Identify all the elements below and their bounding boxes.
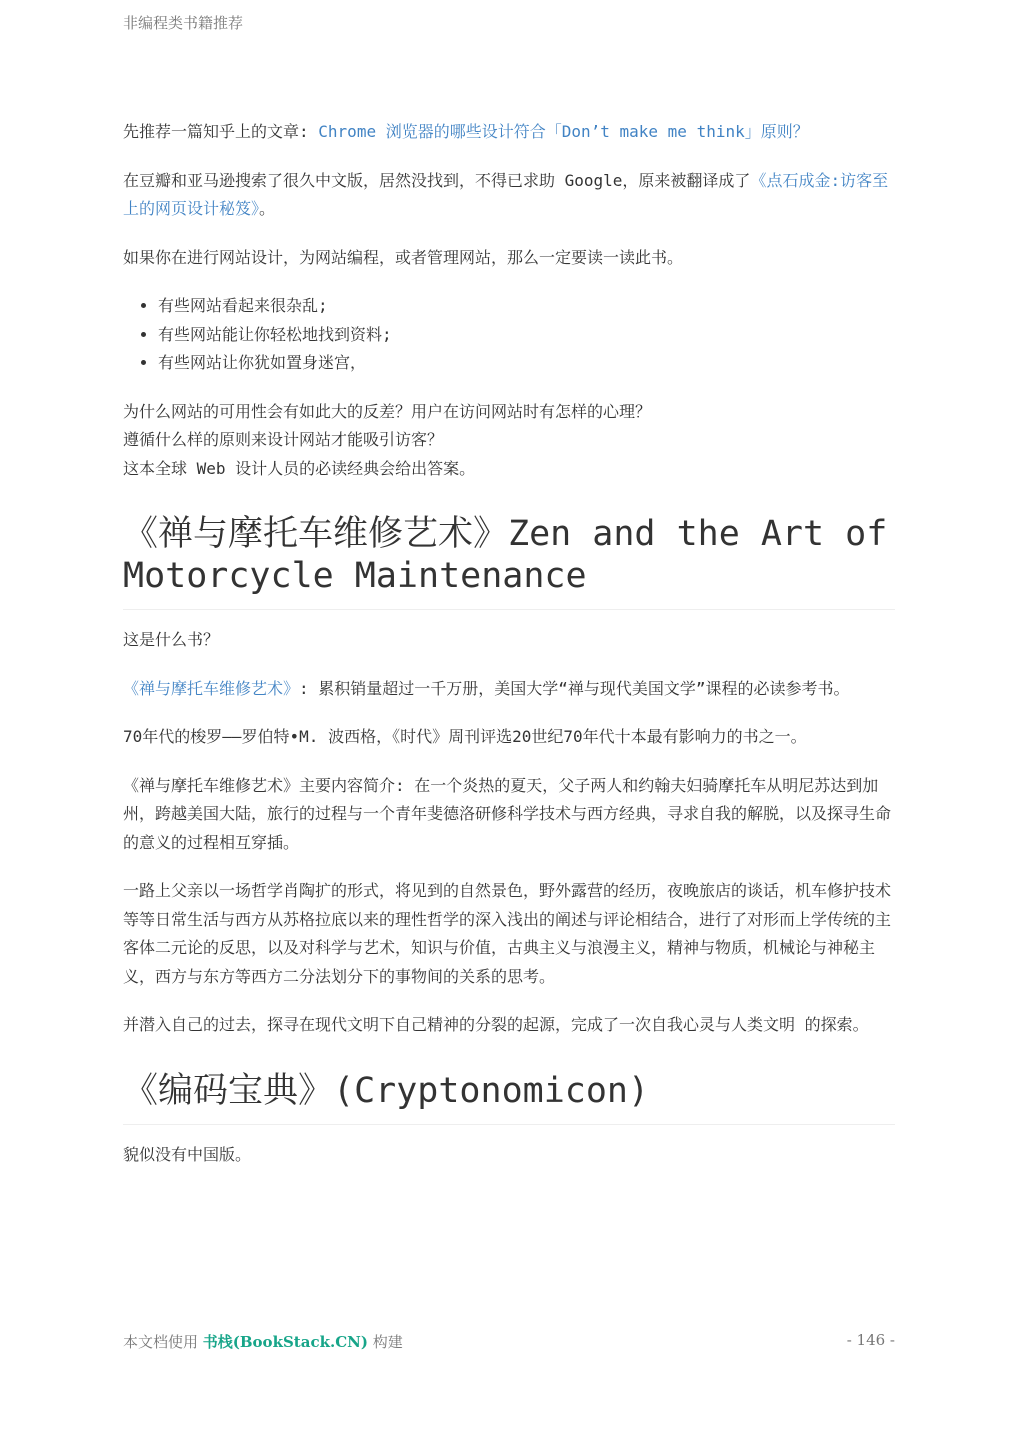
intro-paragraph-2-suffix: 。	[259, 199, 276, 218]
zen-book-link[interactable]: 《禅与摩托车维修艺术》	[123, 678, 300, 698]
zen-paragraph-6: 并潜入自己的过去，探寻在现代文明下自己精神的分裂的起源，完成了一次自我心灵与人类文明 的探索。	[123, 1015, 869, 1034]
crypto-section-heading: 《编码宝典》(Cryptonomicon)	[123, 1070, 895, 1125]
zen-paragraph-5: 一路上父亲以一场哲学肖陶扩的形式，将见到的自然景色，野外露营的经历，夜晚旅店的谈话，机车修护技术等等日常生活与西方从苏格拉底以来的理性哲学的深入浅出的阐述与评论相结合，进行了对形而上学传统的主客体二元论的反思，以及对科学与艺术，知识与价值，古典主义与浪漫主义，精神与物质，机械论与神秘主义，西方与东方等西方二分法划分下的事物间的关系的思考。	[123, 881, 892, 986]
intro-paragraph-4-line: 这本全球 Web 设计人员的必读经典会给出答案。	[123, 458, 476, 478]
intro-paragraph-2	[123, 167, 895, 224]
list-item: • 有些网站让你犹如置身迷宫，	[158, 349, 895, 378]
intro-paragraph-4-line: 遵循什么样的原则来设计网站才能吸引访客？	[123, 430, 444, 449]
bookstack-brand-link[interactable]: 书栈(BookStack.CN)	[202, 1333, 368, 1351]
document-body	[123, 118, 895, 1189]
book-title-link[interactable]: 《点石成金:访客至上的网页设计秘笈》	[123, 170, 889, 218]
zen-section-heading: 《禅与摩托车维修艺术》Zen and the Art of Motorcycle Maintenance	[123, 513, 895, 610]
intro-paragraph-1-prefix: 先推荐一篇知乎上的文章:	[123, 122, 319, 141]
list-item: • 有些网站看起来很杂乱;	[158, 292, 895, 321]
zen-paragraph-2-suffix: : 累积销量超过一千万册，美国大学“禅与现代美国文学”课程的必读参考书。	[299, 678, 850, 698]
website-bullet-list	[123, 292, 895, 378]
list-item: • 有些网站能让你轻松地找到资料;	[158, 321, 895, 350]
zen-paragraph-3: 70年代的梭罗——罗伯特•M. 波西格，《时代》周刊评选20世纪70年代十本最有影响力的书之一。	[123, 727, 807, 746]
intro-paragraph-4-line: 为什么网站的可用性会有如此大的反差？用户在访问网站时有怎样的心理？	[123, 401, 652, 421]
intro-paragraph-2-prefix: 在豆瓣和亚马逊搜索了很久中文版，居然没找到，不得已求助 Google，原来被翻译成了	[123, 170, 751, 190]
crypto-paragraph-1: 貌似没有中国版。	[123, 1144, 252, 1164]
footer-suffix: 构建	[367, 1333, 403, 1351]
intro-paragraph-1	[123, 118, 895, 147]
page-header-title: 非编程类书籍推荐	[123, 14, 244, 32]
intro-paragraph-4	[123, 398, 895, 484]
page-number: - 146 -	[846, 1331, 895, 1349]
zhihu-article-link[interactable]: Chrome 浏览器的哪些设计符合「Don’t make me think」原则？	[318, 122, 809, 141]
zen-paragraph-2	[123, 675, 895, 704]
zen-paragraph-4: 《禅与摩托车维修艺术》主要内容简介: 在一个炎热的夏天，父子两人和约翰夫妇骑摩托车从明尼苏达到加州，跨越美国大陆，旅行的过程与一个青年斐德洛研修科学技术与西方经典，寻求自我的解脱，以及探寻生命的意义的过程相互穿插。	[123, 775, 892, 852]
footer-prefix: 本文档使用	[123, 1333, 203, 1351]
zen-paragraph-1: 这是什么书？	[123, 630, 220, 649]
intro-paragraph-3: 如果你在进行网站设计，为网站编程，或者管理网站，那么一定要读一读此书。	[123, 247, 684, 267]
page-footer	[123, 1331, 895, 1352]
